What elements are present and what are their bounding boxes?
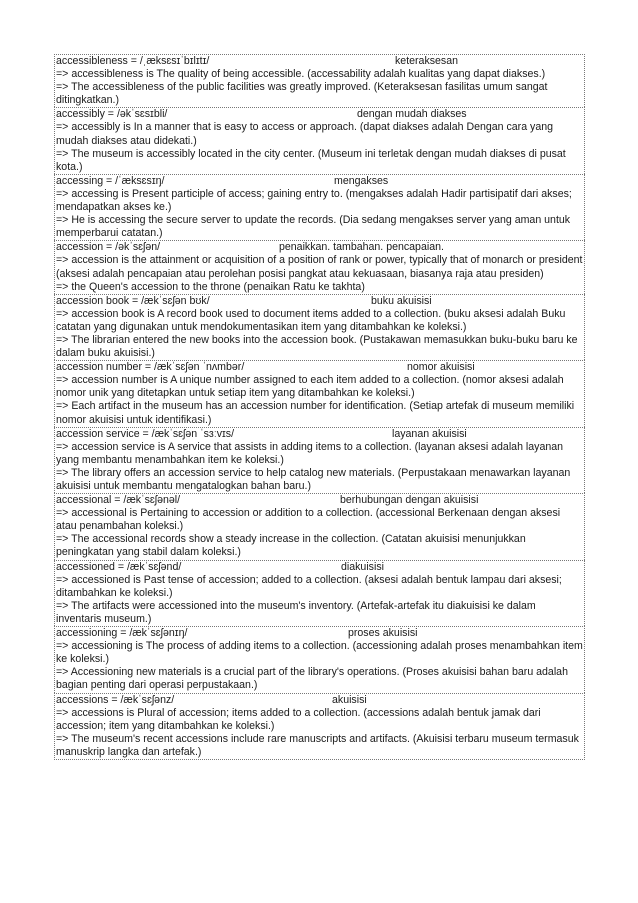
translation: layanan akuisisi [392,427,467,440]
example: => The museum's recent accessions include rare manuscripts and artifacts. (Akuisisi terbaru museum termasuk manuskrip langka dan artefak.) [56,732,579,758]
entry-header [56,295,583,308]
definition: => accessional is Pertaining to accession or addition to a collection. (accessional Berkenaan dengan aksesi atau penambahan koleksi.) [56,507,561,533]
example: => The accessibleness of the public facilities was greatly improved. (Keteraksesan fasilitas umum sangat ditingkatkan.) [56,81,548,107]
entry-header [56,241,583,254]
headword: accession book = /ækˈsɛʃən bʊk/ [56,294,210,307]
headword: accession service = /ækˈsɛʃən ˈsɜːvɪs/ [56,427,235,440]
definition: => accessioned is Past tense of accession; added to a collection. (aksesi adalah bentuk lampau dari aksesi; ditambahkan ke koleksi.) [56,573,562,599]
headword: accessional = /ækˈsɛʃənəl/ [56,494,181,507]
entry-header [56,694,583,707]
headword: accessions = /ækˈsɛʃənz/ [56,693,175,706]
entry-accessibly [54,107,585,173]
entry-accession-service [54,427,585,493]
definition: => accession number is A unique number assigned to each item added to a collection. (nomor aksesi adalah nomor unik yang ditetapkan untuk setiap item yang ditambahkan ke koleksi.) [56,374,564,400]
entry-header [56,55,583,68]
definition: => accessibleness is The quality of being accessible. (accessability adalah kualitas yang dapat diakses.) [56,68,546,81]
entry-accessional [54,493,585,559]
example: => Accessioning new materials is a crucial part of the library's operations. (Proses akuisisi bahan baru adalah bagian penting dari operasi perpustakaan.) [56,666,568,692]
translation: proses akuisisi [348,627,418,640]
translation: dengan mudah diakses [357,108,467,121]
headword: accessibleness = /ˌæksɛsɪˈbɪlɪtɪ/ [56,55,210,67]
definition: => accession is the attainment or acquisition of a position of rank or power, typically that of monarch or president (aksesi adalah pencapaian atau perolehan posisi pangkat atau kekuasaan, biasanya raja atau presiden) [56,254,583,280]
translation: diakuisisi [341,560,384,573]
translation: nomor akuisisi [407,361,475,374]
example: => The museum is accessibly located in the city center. (Museum ini terletak dengan mudah diakses di pusat kota.) [56,147,566,173]
entry-header [56,561,583,574]
example: => The accessional records show a steady increase in the collection. (Catatan akuisisi menunjukkan peningkatan yang stabil dalam koleksi.) [56,533,526,559]
translation: keteraksesan [395,55,459,67]
entry-header [56,108,583,121]
headword: accessioned = /ækˈsɛʃənd/ [56,560,182,573]
entry-header [56,627,583,640]
headword: accessioning = /ækˈsɛʃənɪŋ/ [56,627,188,640]
definition: => accessing is Present participle of access; gaining entry to. (mengakses adalah Hadir partisipatif dari akses; mendapatkan akses ke.) [56,187,572,214]
translation: buku akuisisi [371,294,432,307]
headword: accession = /əkˈsɛʃən/ [56,241,161,254]
entry-header [56,175,583,188]
entry-accession [54,240,585,293]
translation: mengakses [334,174,389,187]
example: => The library offers an accession service to help catalog new materials. (Perpustakaan menawarkan layanan akuisisi untuk membantu mengatalogkan bahan baru.) [56,466,571,492]
example: => the Queen's accession to the throne (penaikan Ratu ke takhta) [56,280,365,293]
entry-header [56,428,583,441]
example: => He is accessing the secure server to update the records. (Dia sedang mengakses server yang aman untuk memperbarui catatan.) [56,214,571,240]
entry-accession-number [54,360,585,426]
example: => The librarian entered the new books into the accession book. (Pustakawan memasukkan buku-buku baru ke dalam buku akuisisi.) [56,333,578,360]
definition: => accessioning is The process of adding items to a collection. (accessioning adalah proses menambahkan item ke koleksi.) [56,640,583,666]
translation: penaikkan. tambahan. pencapaian. [279,241,444,254]
example: => The artifacts were accessioned into the museum's inventory. (Artefak-artefak itu diakuisisi ke dalam inventaris museum.) [56,599,536,625]
headword: accessing = /ˈæksɛsɪŋ/ [56,174,165,187]
definition: => accession book is A record book used to document items added to a collection. (buku aksesi adalah Buku catatan yang digunakan untuk mendokumentasikan item yang ditambahkan ke koleksi.) [56,307,566,333]
dictionary-page [54,54,585,760]
entry-accessioning [54,626,585,692]
headword: accession number = /ækˈsɛʃən ˈnʌmbər/ [56,361,245,374]
entry-header [56,361,583,374]
definition: => accession service is A service that assists in adding items to a collection. (layanan aksesi adalah layanan yang membantu menambahkan item ke koleksi.) [56,440,564,466]
headword: accessibly = /əkˈsɛsɪbli/ [56,108,168,121]
definition: => accessions is Plural of accession; items added to a collection. (accessions adalah bentuk jamak dari accession; item yang ditambahkan ke koleksi.) [56,706,541,732]
translation: berhubungan dengan akuisisi [340,494,479,507]
entry-accessions [54,693,585,760]
entry-accessibleness [54,54,585,107]
translation: akuisisi [332,693,367,706]
entry-accessioned [54,560,585,626]
entry-accession-book [54,294,585,360]
example: => Each artifact in the museum has an accession number for identification. (Setiap artefak di museum memiliki nomor akuisisi untuk identifikasi.) [56,400,575,426]
entry-header [56,494,583,507]
entry-accessing [54,174,585,240]
definition: => accessibly is In a manner that is easy to access or approach. (dapat diakses adalah Dengan cara yang mudah diakses atau didekati.) [56,121,554,147]
